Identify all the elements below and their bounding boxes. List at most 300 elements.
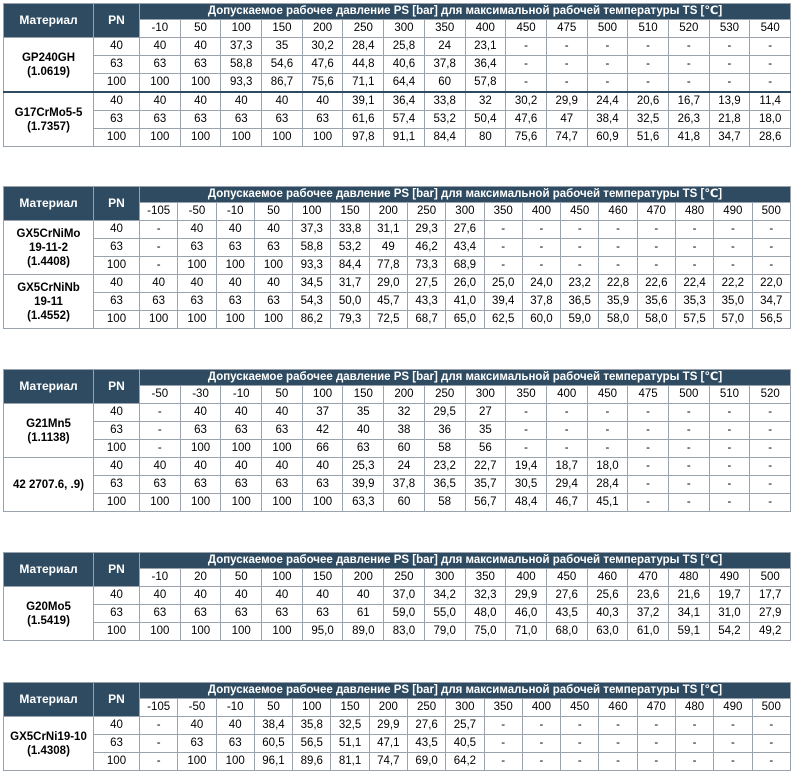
value-cell: 36,5 [561,293,599,311]
pn-cell: 63 [94,605,140,623]
value-cell: 79,0 [424,623,465,641]
value-cell: 71,0 [506,623,547,641]
value-cell: 63 [262,111,303,129]
temperature-cell: 200 [384,386,425,404]
value-cell: 50,4 [465,111,506,129]
value-cell: - [140,735,178,753]
value-cell: - [140,753,178,771]
header-row [4,370,791,386]
value-cell: 23,2 [424,458,465,476]
table-row [4,476,791,494]
value-cell: - [522,257,560,275]
value-cell: 21,6 [668,587,709,605]
value-cell: 27,6 [407,717,445,735]
temperature-cell: -50 [178,203,216,221]
temperature-cell: 300 [446,699,484,717]
value-cell: - [484,735,522,753]
material-name-line: GP240GH [21,51,76,64]
value-cell: - [522,239,560,257]
value-cell: 54,6 [262,56,303,74]
table-row [4,735,791,753]
value-cell: - [709,422,750,440]
value-cell: 43,3 [407,293,445,311]
pn-cell: 100 [94,311,140,329]
value-cell: 61 [343,605,384,623]
temperature-cell: 350 [424,20,465,38]
value-cell: 29,5 [424,404,465,422]
value-cell: - [522,717,560,735]
temperature-cell: 100 [262,569,303,587]
pressure-table-3 [3,369,790,512]
value-cell: - [668,476,709,494]
value-cell: - [709,476,750,494]
temperature-cell: 500 [752,203,791,221]
value-cell: 51,1 [331,735,369,753]
pressure-table [3,186,791,329]
temperature-cell: 470 [637,699,675,717]
value-cell: 23,2 [561,275,599,293]
temperature-cell: 50 [180,20,221,38]
value-cell: 38,4 [587,111,628,129]
value-cell: - [628,440,669,458]
temperature-cell: 460 [599,699,637,717]
value-cell: 40 [302,587,343,605]
value-cell: 22,8 [599,275,637,293]
value-cell: 35 [343,404,384,422]
value-cell: 35,3 [675,293,713,311]
pn-cell: 100 [94,74,140,93]
value-cell: 29,9 [506,587,547,605]
value-cell: 40,3 [587,605,628,623]
value-cell: 40 [140,92,181,111]
temperature-cell: 490 [714,699,752,717]
value-cell: 27 [465,404,506,422]
value-cell: - [628,56,669,74]
pn-cell: 63 [94,239,140,257]
value-cell: 95,0 [302,623,343,641]
material-name-line: G21Mn5 [26,417,71,430]
value-cell: - [522,735,560,753]
value-cell: 100 [180,129,221,147]
value-cell: - [752,221,791,239]
value-cell: 23,1 [465,38,506,56]
temperature-cell: 100 [293,699,331,717]
temperature-cell: 100 [221,20,262,38]
value-cell: - [752,735,791,753]
value-cell: - [668,74,709,93]
value-cell: 63 [216,735,254,753]
temperature-cell: -30 [180,386,221,404]
value-cell: - [709,38,750,56]
value-cell: 28,4 [587,476,628,494]
value-cell: 60,0 [522,311,560,329]
value-cell: - [599,221,637,239]
value-cell: - [752,717,791,735]
value-cell: 77,8 [369,257,407,275]
value-cell: 63 [180,56,221,74]
value-cell: 81,1 [331,753,369,771]
temperature-cell: 50 [262,386,303,404]
material-name-line: G17CrMo5-5 [14,106,83,119]
value-cell: 63 [180,476,221,494]
value-cell: 84,4 [331,257,369,275]
value-cell: 48,4 [506,494,547,512]
table-row [4,129,791,147]
value-cell: 40 [180,458,221,476]
value-cell: - [587,440,628,458]
value-cell: 34,7 [709,129,750,147]
value-cell: 40 [221,458,262,476]
value-cell: 35 [465,422,506,440]
value-cell: 73,3 [407,257,445,275]
value-cell: - [484,221,522,239]
material-header: Материал [4,553,94,587]
value-cell: 18,0 [750,111,791,129]
value-cell: 31,7 [331,275,369,293]
value-cell: 58 [424,494,465,512]
value-cell: 74,7 [546,129,587,147]
material-cell [4,717,94,771]
value-cell: 45,7 [369,293,407,311]
material-name-line: GX5CrNiMo [16,227,81,240]
value-cell: - [709,458,750,476]
pn-cell: 100 [94,129,140,147]
value-cell: 40 [262,92,303,111]
value-cell: 68,0 [546,623,587,641]
pn-cell: 40 [94,587,140,605]
value-cell: 54,3 [293,293,331,311]
value-cell: 63 [140,56,181,74]
value-cell: 56,7 [465,494,506,512]
value-cell: 24 [424,38,465,56]
value-cell: - [675,753,713,771]
value-cell: 18,0 [587,458,628,476]
value-cell: 57,8 [465,74,506,93]
value-cell: 75,6 [302,74,343,93]
temperature-cell: 100 [302,386,343,404]
pn-cell: 40 [94,221,140,239]
material-name-line: (1.0619) [27,65,70,78]
value-cell: 63 [302,476,343,494]
value-cell: - [675,735,713,753]
material-cell [4,221,94,275]
material-name-line: (1.5419) [27,614,70,627]
value-cell: - [599,239,637,257]
table-row [4,605,791,623]
value-cell: 34,5 [293,275,331,293]
temperature-cell: 450 [506,20,547,38]
value-cell: 100 [178,257,216,275]
temperature-cell: -10 [140,20,181,38]
value-cell: 34,1 [668,605,709,623]
value-cell: 100 [254,257,292,275]
value-cell: 40 [180,92,221,111]
value-cell: 60 [384,440,425,458]
temperature-cell: 150 [262,20,303,38]
temperature-cell: 250 [343,20,384,38]
pn-cell: 40 [94,458,140,476]
value-cell: 17,7 [750,587,791,605]
temperature-cell: -10 [140,569,181,587]
value-cell: 63 [216,293,254,311]
value-cell: 64,2 [446,753,484,771]
value-cell: 40 [343,587,384,605]
value-cell: - [637,717,675,735]
value-cell: 75,0 [465,623,506,641]
pn-cell: 63 [94,111,140,129]
value-cell: 59,0 [384,605,425,623]
table-row [4,239,791,257]
value-cell: 36,4 [384,92,425,111]
value-cell: 100 [180,440,221,458]
value-cell: 39,1 [343,92,384,111]
pressure-title-header: Допускаемое рабочее давление PS [bar] для максимальной рабочей температуры TS [℃] [140,553,791,569]
value-cell: 63 [262,605,303,623]
value-cell: 22,7 [465,458,506,476]
temperature-cell: 200 [302,20,343,38]
value-cell: - [628,74,669,93]
value-cell: - [140,404,181,422]
value-cell: - [668,440,709,458]
value-cell: 63 [140,293,178,311]
value-cell: 22,0 [752,275,791,293]
material-header: Материал [4,187,94,221]
value-cell: - [561,239,599,257]
value-cell: 100 [178,753,216,771]
value-cell: 89,0 [343,623,384,641]
value-cell: 40 [221,587,262,605]
value-cell: 40 [180,404,221,422]
value-cell: 58 [424,440,465,458]
temperature-cell: 200 [343,569,384,587]
value-cell: 58,0 [637,311,675,329]
value-cell: - [752,257,791,275]
value-cell: - [714,753,752,771]
value-cell: 100 [140,623,181,641]
value-cell: 63 [180,422,221,440]
material-name-line: GX5CrNiNb [17,281,80,294]
temperature-cell: 460 [587,569,628,587]
value-cell: - [628,476,669,494]
value-cell: - [750,476,791,494]
pn-header: PN [94,553,140,587]
value-cell: 63 [140,111,181,129]
value-cell: - [709,74,750,93]
value-cell: 32,5 [331,717,369,735]
temperature-cell: 150 [343,386,384,404]
value-cell: 100 [254,311,292,329]
value-cell: 50,0 [331,293,369,311]
value-cell: 63,0 [587,623,628,641]
value-cell: 74,7 [369,753,407,771]
value-cell: - [752,239,791,257]
value-cell: 32,3 [465,587,506,605]
value-cell: 25,0 [484,275,522,293]
value-cell: - [587,422,628,440]
value-cell: 25,8 [384,38,425,56]
pressure-title-header: Допускаемое рабочее давление PS [bar] для максимальной рабочей температуры TS [℃] [140,187,791,203]
value-cell: 54,2 [709,623,750,641]
value-cell: - [587,38,628,56]
value-cell: 11,4 [750,92,791,111]
material-name-line: (1.4552) [27,309,70,322]
temperature-cell: 250 [407,699,445,717]
value-cell: 51,6 [628,129,669,147]
value-cell: - [637,239,675,257]
value-cell: 63 [140,476,181,494]
table-row [4,92,791,111]
pn-header: PN [94,683,140,717]
value-cell: 63 [180,605,221,623]
value-cell: - [484,257,522,275]
value-cell: 56,5 [293,735,331,753]
value-cell: 32 [384,404,425,422]
value-cell: - [599,753,637,771]
value-cell: 56,5 [752,311,791,329]
material-name-line: (1.7357) [27,120,70,133]
temperature-cell: 300 [384,20,425,38]
temperature-cell: 400 [465,20,506,38]
value-cell: 43,4 [446,239,484,257]
value-cell: 100 [216,753,254,771]
value-cell: - [522,221,560,239]
table-row [4,587,791,605]
pn-cell: 40 [94,92,140,111]
value-cell: 57,0 [714,311,752,329]
value-cell: 37,8 [522,293,560,311]
value-cell: 40 [254,275,292,293]
temperature-cell: 400 [522,203,560,221]
value-cell: 40 [178,221,216,239]
value-cell: 27,5 [407,275,445,293]
value-cell: 83,0 [384,623,425,641]
material-name-line: GX5CrNi19-10 [10,730,87,743]
value-cell: - [546,74,587,93]
value-cell: 100 [140,494,181,512]
value-cell: 39,4 [484,293,522,311]
value-cell: 35,7 [465,476,506,494]
temperature-cell: 520 [668,20,709,38]
value-cell: 40 [302,92,343,111]
value-cell: 58,8 [221,56,262,74]
table-row [4,753,791,771]
table-row [4,458,791,476]
value-cell: 100 [140,311,178,329]
value-cell: 100 [216,257,254,275]
pn-cell: 63 [94,476,140,494]
table-row [4,440,791,458]
value-cell: - [750,74,791,93]
temperature-cell: 350 [506,386,547,404]
value-cell: 37,0 [384,587,425,605]
value-cell: 69,0 [407,753,445,771]
value-cell: - [750,494,791,512]
value-cell: 63 [302,111,343,129]
value-cell: 40 [221,404,262,422]
value-cell: 63 [221,422,262,440]
temperature-cell: 250 [384,569,425,587]
value-cell: 37,3 [221,38,262,56]
temperature-cell: -10 [216,699,254,717]
value-cell: 29,0 [369,275,407,293]
value-cell: 40 [216,717,254,735]
temperature-cell: 480 [675,203,713,221]
value-cell: 63 [140,605,181,623]
value-cell: - [628,494,669,512]
value-cell: 86,7 [262,74,303,93]
value-cell: 22,2 [714,275,752,293]
temperature-cell: 300 [446,203,484,221]
material-cell [4,458,94,512]
value-cell: - [637,753,675,771]
temperature-cell: 500 [750,569,791,587]
material-name-line: (1.1138) [27,431,70,444]
value-cell: - [484,717,522,735]
pressure-title-header: Допускаемое рабочее давление PS [bar] для максимальной рабочей температуры TS [℃] [140,4,791,20]
value-cell: - [561,753,599,771]
temperature-cell: 460 [599,203,637,221]
value-cell: 59,1 [668,623,709,641]
value-cell: 100 [221,129,262,147]
value-cell: 63 [221,605,262,623]
value-cell: - [752,753,791,771]
header-row [4,4,791,20]
value-cell: 100 [221,494,262,512]
value-cell: 21,8 [709,111,750,129]
value-cell: 30,2 [506,92,547,111]
value-cell: 47,6 [302,56,343,74]
temperature-cell: 450 [561,699,599,717]
pn-cell: 100 [94,257,140,275]
temperature-cell: 100 [293,203,331,221]
value-cell: 18,7 [546,458,587,476]
value-cell: - [522,753,560,771]
value-cell: 66 [302,440,343,458]
value-cell: 36,5 [424,476,465,494]
header-row [4,683,791,699]
material-cell [4,587,94,641]
value-cell: 63 [178,735,216,753]
value-cell: 46,7 [546,494,587,512]
value-cell: - [675,257,713,275]
value-cell: 39,9 [343,476,384,494]
value-cell: 60,5 [254,735,292,753]
temperature-cell: 490 [709,569,750,587]
temperature-cell: 470 [637,203,675,221]
value-cell: 25,3 [343,458,384,476]
value-cell: 47,1 [369,735,407,753]
value-cell: 29,9 [369,717,407,735]
value-cell: 27,6 [446,221,484,239]
temperature-cell: 150 [302,569,343,587]
value-cell: 61,6 [343,111,384,129]
temperature-cell: 20 [180,569,221,587]
value-cell: - [546,56,587,74]
pn-cell: 100 [94,440,140,458]
value-cell: 33,8 [424,92,465,111]
value-cell: 93,3 [221,74,262,93]
value-cell: 22,6 [637,275,675,293]
temperature-cell: 500 [752,699,791,717]
temperature-cell: 520 [750,386,791,404]
value-cell: 40 [216,221,254,239]
value-cell: 40 [140,587,181,605]
value-cell: 23,6 [628,587,669,605]
table-row [4,38,791,56]
temperature-cell: 200 [369,203,407,221]
value-cell: - [714,221,752,239]
value-cell: 45,1 [587,494,628,512]
